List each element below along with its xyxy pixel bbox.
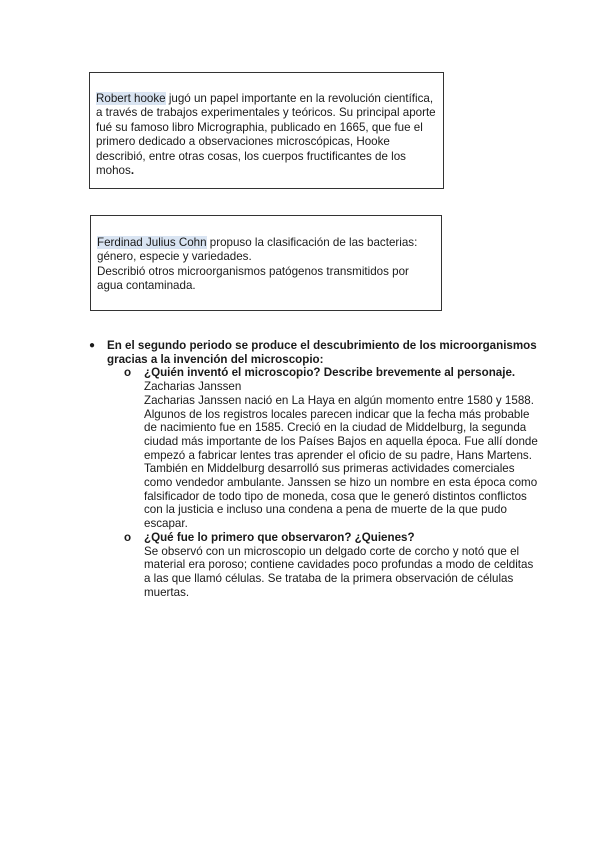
question-title: ¿Quién inventó el microscopio? Describe brevemente al personaje. <box>144 366 516 380</box>
hooke-description: jugó un papel importante en la revolución científica, a través de trabajos experimentales y teóricos. Su principal aporte fué su famoso libro Micrographia, publicado en 1665, que fue el primero dedicado a observaciones microscópicas, Hooke describió, entre otras cosas, los cuerpos fructificantes de los mohos <box>96 92 436 178</box>
section-heading: En el segundo periodo se produce el descubrimiento de los microorganismos gracias a la invención del microscopio: <box>107 339 537 366</box>
answer-name: Zacharias Janssen <box>144 380 242 394</box>
cohn-name-highlight: Ferdinad Julius Cohn <box>97 236 207 249</box>
hooke-text-box <box>89 72 444 189</box>
answer-text: Se observó con un microscopio un delgado corte de corcho y notó que el material era poroso; contiene cavidades poco profundas a modo de celditas a las que llamó células. Se trataba de la primera observación de células muertas. <box>144 544 534 599</box>
hooke-end-period: . <box>130 164 135 178</box>
question-title: ¿Qué fue lo primero que observaron? ¿Quienes? <box>144 530 415 544</box>
microscope-section <box>89 339 539 599</box>
answer-text: Zacharias Janssen nació en La Haya en algún momento entre 1580 y 1588. Algunos de los registros locales parecen indicar que la fecha más probable de nacimiento fue en 1585. Creció en la ciudad de Middelburg, la segunda ciudad más importante de los Países Bajos en aquella época. Fue allí donde empezó a fabricar lentes tras aprender el oficio de su padre, Hans Martens. También en Middelburg desarrolló sus primeras actividades comerciales como vendedor ambulante. Janssen se hizo un nombre en esta época como falsificador de todo tipo de moneda, cosa que le generó distintos conflictos con la justicia e incluso una condena a pena de muerte de la que pudo escapar. <box>144 393 538 531</box>
bullet-dot-icon: ● <box>89 340 96 351</box>
sub-bullet-icon: o <box>124 530 132 544</box>
question-item-inventor <box>124 366 539 531</box>
section-bullet-item <box>89 339 539 366</box>
cohn-description: propuso la clasificación de las bacterias: género, especie y variedades. <box>97 236 418 264</box>
cohn-description-line2: Describió otros microorganismos patógenos transmitidos por agua contaminada. <box>97 264 409 293</box>
cohn-text-box <box>90 215 442 311</box>
hooke-name-highlight: Robert hooke <box>96 92 166 105</box>
question-item-first-observation <box>124 530 539 600</box>
question-list <box>89 366 539 599</box>
sub-bullet-icon: o <box>124 366 132 380</box>
